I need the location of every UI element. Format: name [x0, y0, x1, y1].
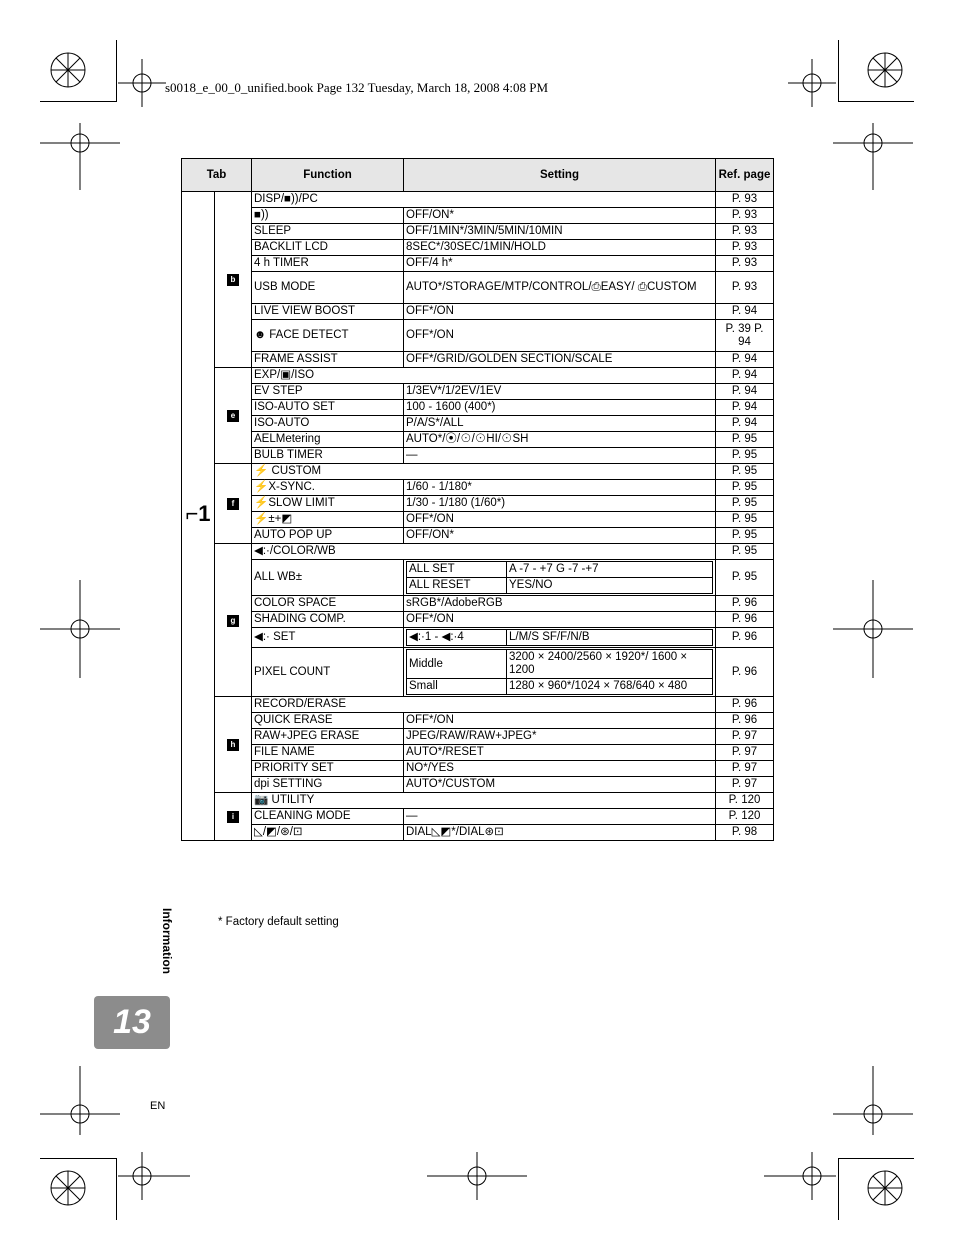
subtab-h-icon: h	[227, 739, 239, 751]
function-cell: AELMetering	[252, 432, 404, 448]
subtab-i-icon: i	[227, 811, 239, 823]
subtab-e-cell	[215, 368, 252, 464]
function-cell: 4 h TIMER	[252, 256, 404, 272]
wrench-icon: ⌐	[185, 501, 199, 526]
ref-page: P. 120	[716, 809, 774, 825]
table-row	[182, 544, 774, 560]
setting-cell: OFF/1MIN*/3MIN/5MIN/10MIN	[404, 224, 716, 240]
setting-cell: AUTO*/STORAGE/MTP/CONTROL/⎙EASY/ ⎙CUSTOM	[404, 272, 716, 304]
ref-page: P. 96	[716, 697, 774, 713]
setting-cell: 8SEC*/30SEC/1MIN/HOLD	[404, 240, 716, 256]
ref-page: P. 93	[716, 272, 774, 304]
ref-page: P. 39 P. 94	[716, 320, 774, 352]
ref-page: P. 96	[716, 596, 774, 612]
setting-cell	[404, 560, 716, 596]
subtab-h-cell	[215, 697, 252, 793]
table-row	[182, 352, 774, 368]
subtab-i-cell	[215, 793, 252, 841]
setting-cell: 1/60 - 1/180*	[404, 480, 716, 496]
function-cell: ISO-AUTO	[252, 416, 404, 432]
setting-cell: DIAL◺◩*/DIAL⊛⊡	[404, 825, 716, 841]
table-row	[182, 596, 774, 612]
all-settings-subtable	[406, 561, 713, 594]
function-cell: BULB TIMER	[252, 448, 404, 464]
header-ref-page: Ref. page	[716, 159, 774, 192]
function-cell: LIVE VIEW BOOST	[252, 304, 404, 320]
side-label: Information	[160, 908, 174, 974]
table-row	[182, 825, 774, 841]
ref-page: P. 93	[716, 240, 774, 256]
table-row	[182, 528, 774, 544]
setting-cell: —	[404, 448, 716, 464]
setting-cell: AUTO*/CUSTOM	[404, 777, 716, 793]
ref-page: P. 95	[716, 528, 774, 544]
middle-label: Middle	[407, 650, 507, 679]
function-cell: ☻ FACE DETECT	[252, 320, 404, 352]
function-cell: PIXEL COUNT	[252, 648, 404, 697]
chapter-number: 13	[113, 1003, 151, 1041]
function-cell: ⚡X-SYNC.	[252, 480, 404, 496]
function-cell: FILE NAME	[252, 745, 404, 761]
table-row	[182, 648, 774, 697]
chapter-number-badge	[94, 996, 170, 1049]
ref-page: P. 94	[716, 384, 774, 400]
function-cell: dpi SETTING	[252, 777, 404, 793]
ref-page: P. 94	[716, 304, 774, 320]
crosshair-target	[118, 59, 166, 107]
function-cell: ISO-AUTO SET	[252, 400, 404, 416]
section-title: ◀:·/COLOR/WB	[252, 544, 716, 560]
table-row	[182, 384, 774, 400]
ref-page: P. 95	[716, 560, 774, 596]
small-label: Small	[407, 679, 507, 695]
table-row	[182, 560, 774, 596]
setting-cell: OFF/4 h*	[404, 256, 716, 272]
function-cell: ◀:· SET	[252, 628, 404, 648]
setting-cell: AUTO*/⦿/⊙/⊙HI/⊙SH	[404, 432, 716, 448]
ref-page: P. 95	[716, 480, 774, 496]
ref-page: P. 95	[716, 464, 774, 480]
small-value: 1280 × 960*/1024 × 768/640 × 480	[507, 679, 713, 695]
setting-cell: OFF*/ON	[404, 512, 716, 528]
all-set-label: ALL SET	[407, 562, 507, 578]
pixel-count-subtable	[406, 649, 713, 695]
middle-value: 3200 × 2400/2560 × 1920*/ 1600 × 1200	[507, 650, 713, 679]
table-row	[182, 208, 774, 224]
table-row	[182, 713, 774, 729]
table-row	[182, 432, 774, 448]
function-cell: BACKLIT LCD	[252, 240, 404, 256]
table-row	[182, 496, 774, 512]
crosshair-target	[764, 1152, 836, 1200]
ref-page: P. 95	[716, 432, 774, 448]
crosshair-target	[427, 1152, 527, 1200]
setting-cell: OFF*/ON	[404, 612, 716, 628]
setting-cell: OFF*/ON	[404, 713, 716, 729]
ref-page: P. 94	[716, 400, 774, 416]
ref-page: P. 120	[716, 793, 774, 809]
all-reset-value: YES/NO	[507, 578, 713, 594]
table-row	[182, 368, 774, 384]
language-label: EN	[150, 1100, 166, 1112]
section-title: RECORD/ERASE	[252, 697, 716, 713]
section-title: DISP/■))/PC	[252, 192, 716, 208]
ref-page: P. 95	[716, 496, 774, 512]
subtab-g-cell	[215, 544, 252, 697]
tab-number: 1	[198, 501, 211, 526]
table-row	[182, 628, 774, 648]
table-row	[182, 304, 774, 320]
table-row	[182, 224, 774, 240]
ref-page: P. 96	[716, 648, 774, 697]
ref-page: P. 97	[716, 729, 774, 745]
table-row	[182, 512, 774, 528]
setting-cell: OFF*/ON	[404, 304, 716, 320]
wrench-tab-cell	[182, 192, 215, 841]
ref-page: P. 96	[716, 628, 774, 648]
table-row	[182, 761, 774, 777]
crosshair-target	[833, 1066, 913, 1135]
function-cell: QUICK ERASE	[252, 713, 404, 729]
subtab-b-cell	[215, 192, 252, 368]
table-row	[182, 256, 774, 272]
setting-cell: NO*/YES	[404, 761, 716, 777]
setting-cell: P/A/S*/ALL	[404, 416, 716, 432]
table-row	[182, 777, 774, 793]
setting-cell	[404, 628, 716, 648]
side-label-box	[154, 908, 176, 992]
section-title: 📷 UTILITY	[252, 793, 716, 809]
table-row	[182, 809, 774, 825]
table-row	[182, 448, 774, 464]
subtab-b-icon: b	[227, 274, 239, 286]
function-cell: ⚡SLOW LIMIT	[252, 496, 404, 512]
menu-settings-table	[181, 158, 774, 841]
function-cell: CLEANING MODE	[252, 809, 404, 825]
subtab-g-icon: g	[227, 615, 239, 627]
setting-cell: OFF*/ON	[404, 320, 716, 352]
footnote: * Factory default setting	[218, 916, 339, 928]
ref-page: P. 94	[716, 368, 774, 384]
ref-page: P. 93	[716, 208, 774, 224]
setting-cell: AUTO*/RESET	[404, 745, 716, 761]
header-function: Function	[252, 159, 404, 192]
ref-page: P. 97	[716, 777, 774, 793]
page-header: s0018_e_00_0_unified.book Page 132 Tuesday, March 18, 2008 4:08 PM	[165, 80, 549, 95]
ref-page: P. 93	[716, 224, 774, 240]
table-row	[182, 729, 774, 745]
ref-page: P. 96	[716, 713, 774, 729]
subtab-e-icon: e	[227, 410, 239, 422]
ref-page: P. 93	[716, 192, 774, 208]
table-row	[182, 400, 774, 416]
function-cell: ALL WB±	[252, 560, 404, 596]
table-row	[182, 612, 774, 628]
setting-cell: —	[404, 809, 716, 825]
function-cell: RAW+JPEG ERASE	[252, 729, 404, 745]
setting-cell: OFF/ON*	[404, 208, 716, 224]
table-row	[182, 697, 774, 713]
ref-page: P. 95	[716, 544, 774, 560]
header-tab: Tab	[182, 159, 252, 192]
section-title: ⚡ CUSTOM	[252, 464, 716, 480]
table-row	[182, 240, 774, 256]
function-cell: ◺/◩/⊛/⊡	[252, 825, 404, 841]
all-reset-label: ALL RESET	[407, 578, 507, 594]
table-row	[182, 416, 774, 432]
table-header-row	[182, 159, 774, 192]
subtab-f-icon: f	[227, 498, 239, 510]
setting-cell: 1/30 - 1/180 (1/60*)	[404, 496, 716, 512]
crosshair-target	[118, 1152, 190, 1200]
function-cell: AUTO POP UP	[252, 528, 404, 544]
ref-page: P. 94	[716, 352, 774, 368]
table-row	[182, 480, 774, 496]
crosshair-target	[833, 123, 913, 190]
table-row	[182, 793, 774, 809]
crosshair-target	[788, 59, 836, 107]
function-cell: ■))	[252, 208, 404, 224]
table-row	[182, 464, 774, 480]
function-cell: COLOR SPACE	[252, 596, 404, 612]
function-cell: EV STEP	[252, 384, 404, 400]
crosshair-target	[40, 1066, 120, 1135]
function-cell: ⚡±+◩	[252, 512, 404, 528]
header-setting: Setting	[404, 159, 716, 192]
quality-set-sub: ◀:·1 - ◀:·4	[407, 630, 507, 646]
table-row	[182, 272, 774, 304]
setting-cell: JPEG/RAW/RAW+JPEG*	[404, 729, 716, 745]
table-row	[182, 745, 774, 761]
quality-set-value: L/M/S SF/F/N/B	[507, 630, 713, 646]
setting-cell: OFF/ON*	[404, 528, 716, 544]
function-cell: PRIORITY SET	[252, 761, 404, 777]
ref-page: P. 95	[716, 448, 774, 464]
quality-set-subtable	[406, 629, 713, 646]
function-cell: SLEEP	[252, 224, 404, 240]
ref-page: P. 98	[716, 825, 774, 841]
function-cell: USB MODE	[252, 272, 404, 304]
function-cell: FRAME ASSIST	[252, 352, 404, 368]
section-title: EXP/▣/ISO	[252, 368, 716, 384]
ref-page: P. 94	[716, 416, 774, 432]
setting-cell: 100 - 1600 (400*)	[404, 400, 716, 416]
setting-cell: OFF*/GRID/GOLDEN SECTION/SCALE	[404, 352, 716, 368]
ref-page: P. 95	[716, 512, 774, 528]
function-cell: SHADING COMP.	[252, 612, 404, 628]
ref-page: P. 93	[716, 256, 774, 272]
ref-page: P. 97	[716, 745, 774, 761]
crosshair-target	[40, 123, 120, 190]
ref-page: P. 97	[716, 761, 774, 777]
all-set-value: A -7 - +7 G -7 -+7	[507, 562, 713, 578]
table-row	[182, 192, 774, 208]
crosshair-target	[40, 580, 120, 678]
ref-page: P. 96	[716, 612, 774, 628]
table-row	[182, 320, 774, 352]
setting-cell	[404, 648, 716, 697]
setting-cell: 1/3EV*/1/2EV/1EV	[404, 384, 716, 400]
crosshair-target	[833, 580, 913, 678]
setting-cell: sRGB*/AdobeRGB	[404, 596, 716, 612]
subtab-f-cell	[215, 464, 252, 544]
